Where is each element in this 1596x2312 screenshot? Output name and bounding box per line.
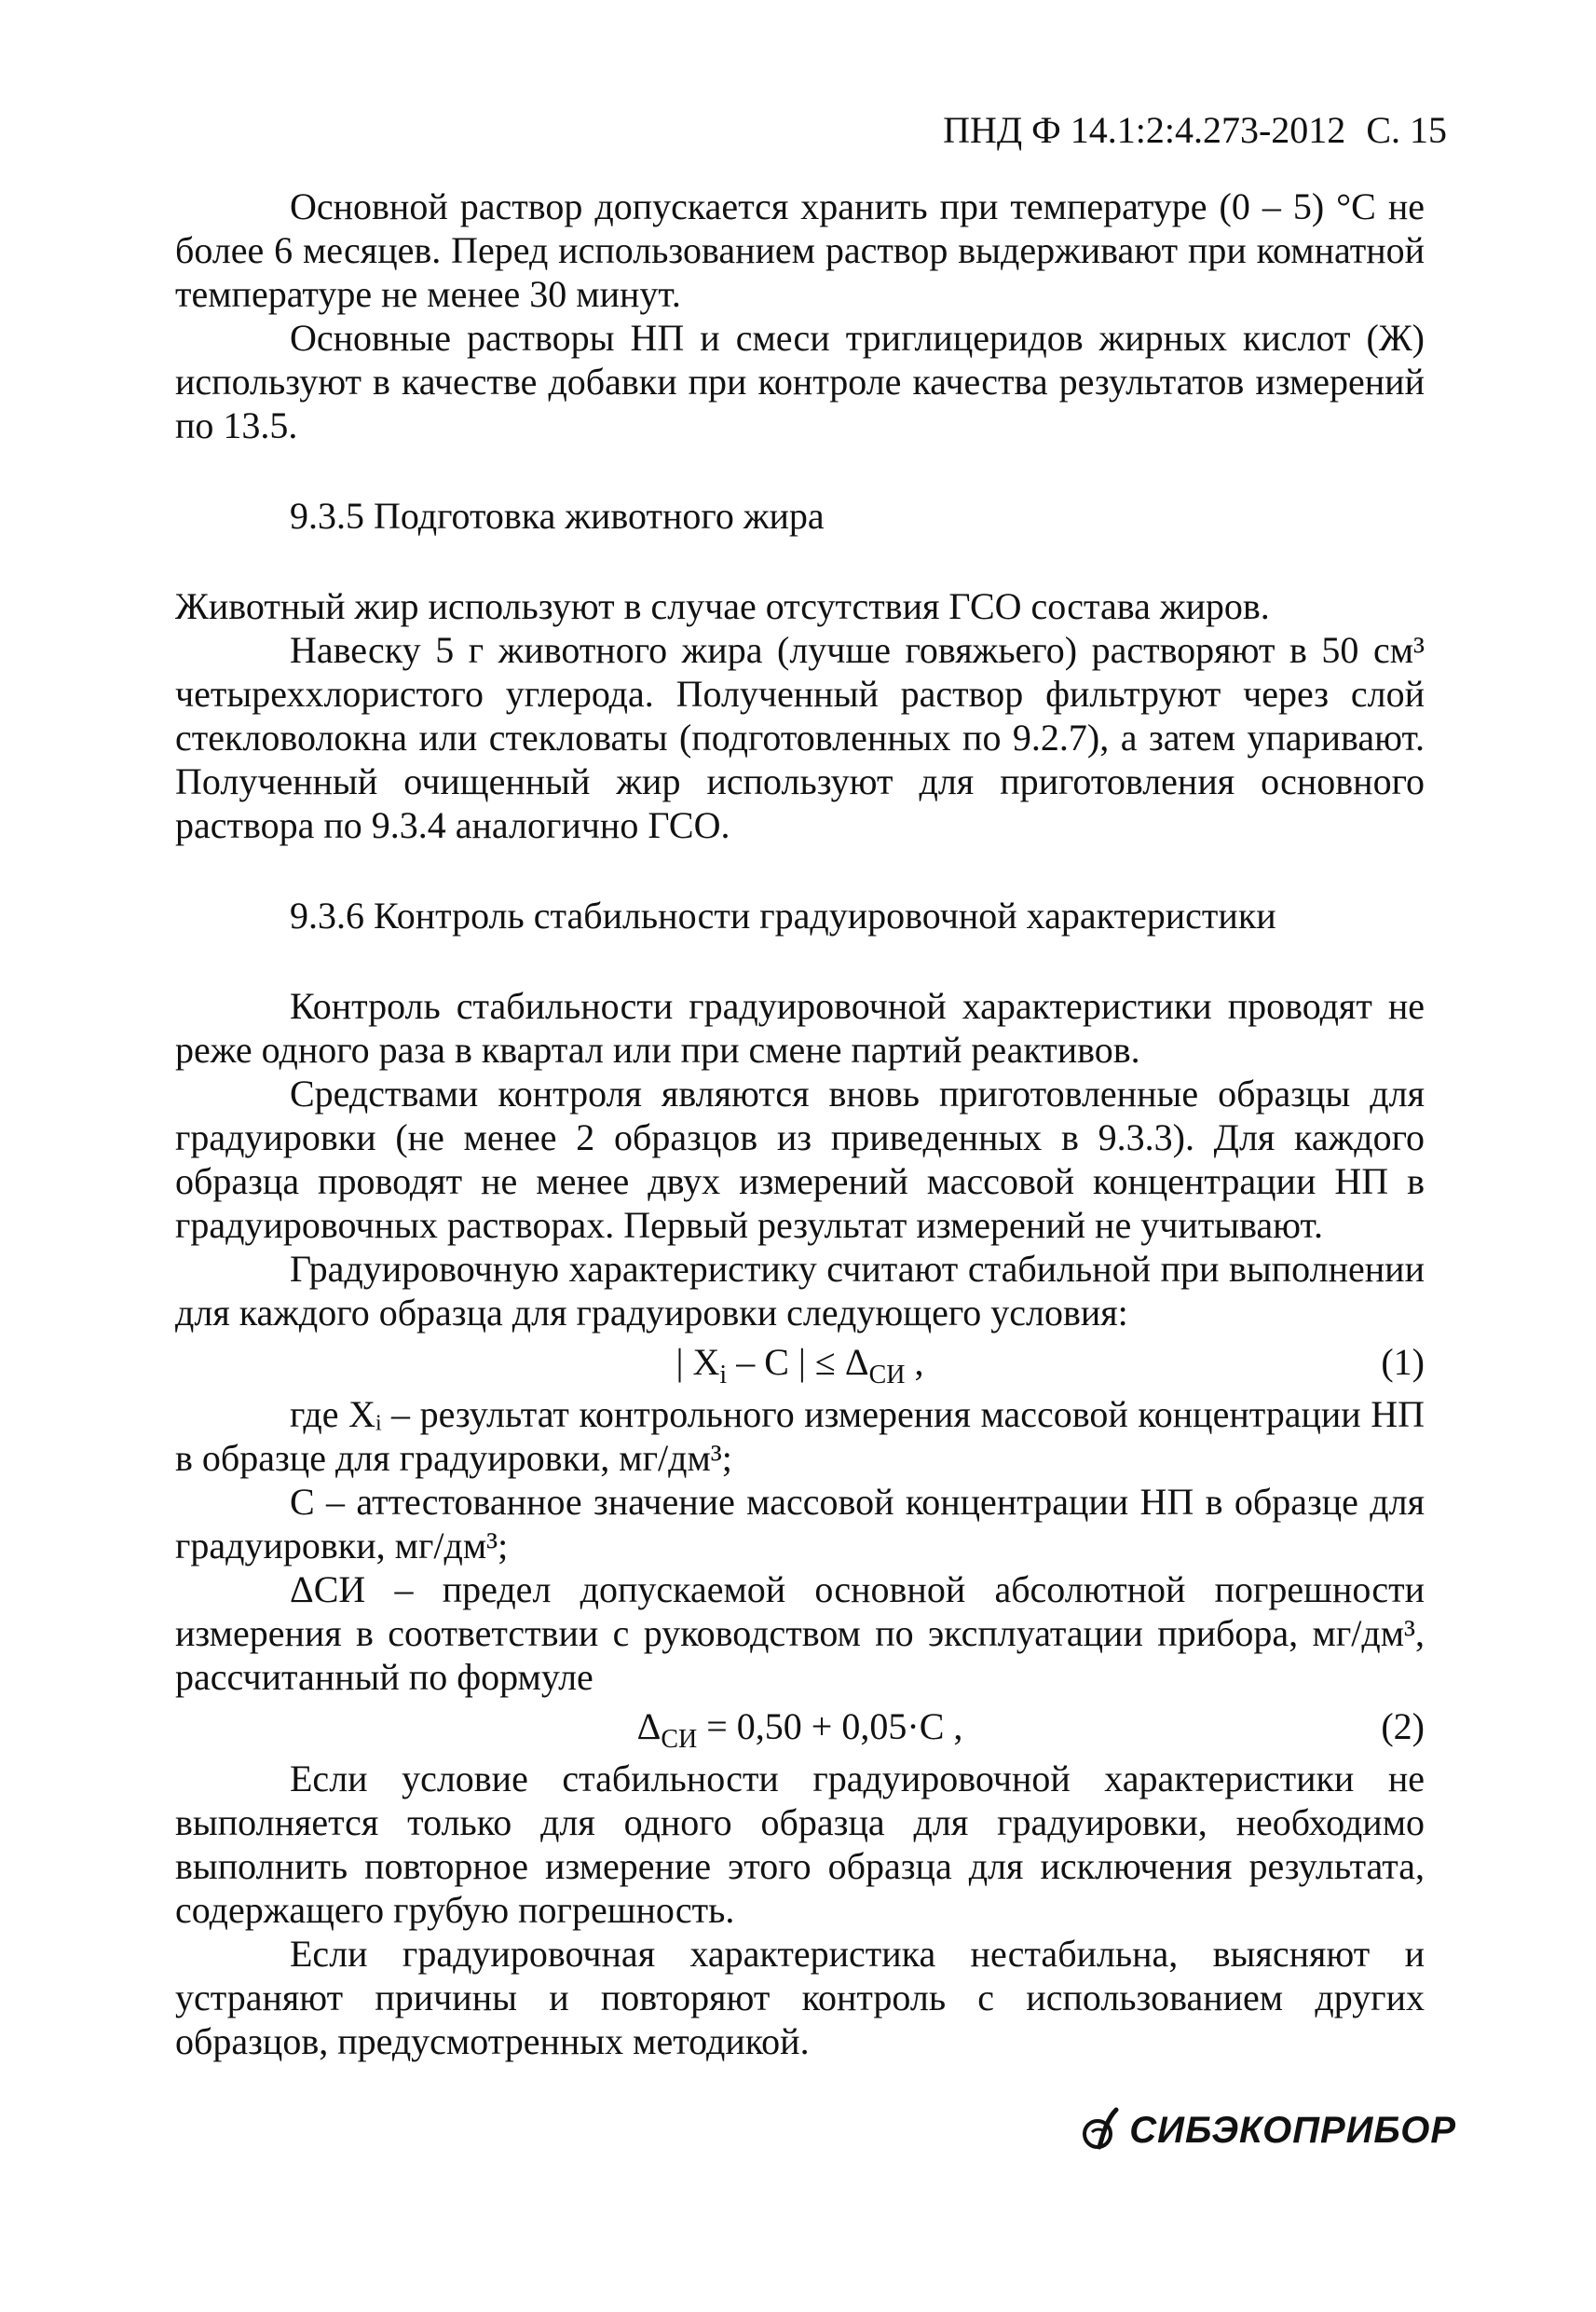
document-body: [175, 185, 1425, 2063]
paragraph: Навеску 5 г животного жира (лучше говяжьего) растворяют в 50 см³ четыреххлористого углерода. Полученный раствор фильтруют через слой стекловолокна или стекловаты (подготовленных по 9.2.7), а затем упаривают. Полученный очищенный жир используют для приготовления основного раствора по 9.3.4 аналогично ГСО.: [175, 629, 1425, 846]
paragraph: Основной раствор допускается хранить при температуре (0 – 5) °С не более 6 месяцев. Перед использованием раствор выдерживают при комнатной температуре не менее 30 минут.: [175, 185, 1425, 315]
document-id: ПНД Ф 14.1:2:4.273-2012: [943, 109, 1346, 151]
paragraph: Если условие стабильности градуировочной характеристики не выполняется только для одного образца для градуировки, необходимо выполнить повторное измерение этого образца для исключения результата, содержащего грубую погрешность.: [175, 1758, 1425, 1931]
paragraph: Градуировочную характеристику считают стабильной при выполнении для каждого образца для градуировки следующего условия:: [175, 1248, 1425, 1334]
company-logo: [1079, 2106, 1456, 2155]
section-heading-9-3-5: 9.3.5 Подготовка животного жира: [290, 495, 825, 537]
definition-delta: ΔСИ – предел допускаемой основной абсолютной погрешности измерения в соответствии с руководством по эксплуатации прибора, мг/дм³, рассчитанный по формуле: [175, 1568, 1425, 1698]
page-number: С. 15: [1366, 109, 1447, 151]
formula-2: [175, 1704, 1425, 1754]
paragraph: Животный жир используют в случае отсутствия ГСО состава жиров.: [175, 585, 1270, 627]
formula-1-expression: | $X_i$ – C | ≤ $\Delta_{СИ}$ ,: [675, 1341, 924, 1389]
definition-c: С – аттестованное значение массовой концентрации НП в образце для градуировки, мг/дм³;: [175, 1481, 1425, 1566]
formula-2-number: (2): [1381, 1705, 1425, 1747]
paragraph: Основные растворы НП и смеси триглицеридов жирных кислот (Ж) используют в качестве добавки при контроле качества результатов измерений по 13.5.: [175, 317, 1425, 446]
page-header: [943, 108, 1447, 152]
paragraph: Контроль стабильности градуировочной характеристики проводят не реже одного раза в квартал или при смене партий реактивов.: [175, 985, 1425, 1071]
definition-x: где Xᵢ – результат контрольного измерения массовой концентрации НП в образце для градуировки, мг/дм³;: [175, 1393, 1425, 1479]
section-heading-9-3-6: 9.3.6 Контроль стабильности градуировочной характеристики: [290, 895, 1276, 937]
sibecopribor-logo-mark-icon: [1079, 2106, 1124, 2155]
paragraph: Если градуировочная характеристика нестабильна, выясняют и устраняют причины и повторяют контроль с использованием других образцов, предусмотренных методикой.: [175, 1933, 1425, 2062]
formula-1: [175, 1340, 1425, 1387]
formula-1-number: (1): [1381, 1341, 1425, 1383]
paragraph: Средствами контроля являются вновь приготовленные образцы для градуировки (не менее 2 образцов из приведенных в 9.3.3). Для каждого образца проводят не менее двух измерений массовой концентрации НП в градуировочных растворах. Первый результат измерений не учитывают.: [175, 1073, 1425, 1246]
formula-2-expression: $\Delta_{СИ} = 0,50 + 0,05\cdot С$ ,: [636, 1705, 963, 1754]
logo-text: СИБЭКОПРИБОР: [1129, 2109, 1456, 2151]
